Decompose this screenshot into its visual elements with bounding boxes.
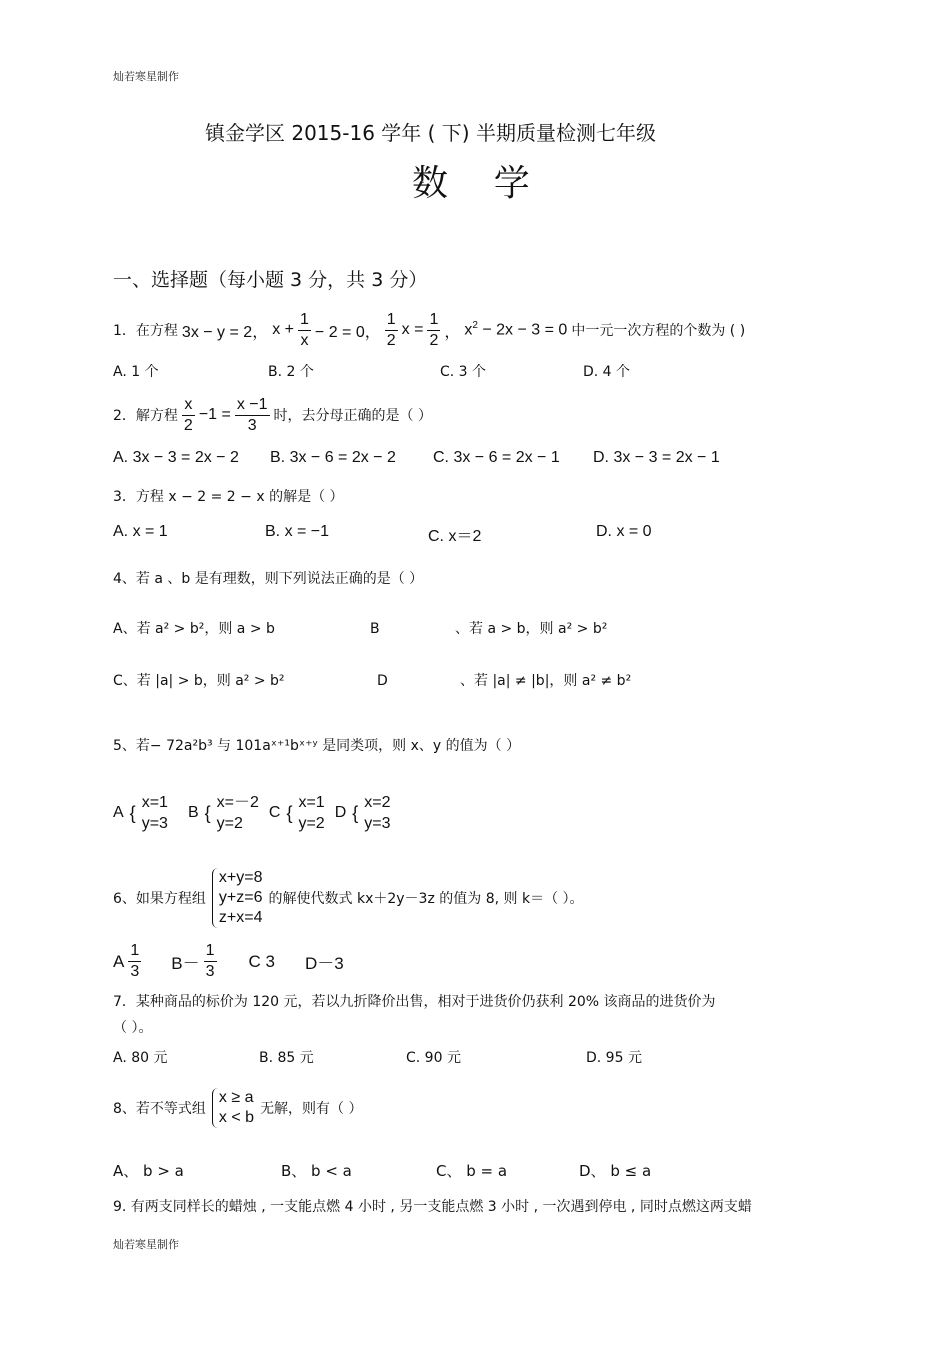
question-6 — [113, 868, 584, 928]
question-1 — [113, 307, 745, 353]
question-3: 3．方程 x − 2 = 2 − x 的解是（ ） — [113, 489, 344, 505]
q1-prefix: 1．在方程 — [113, 323, 178, 339]
q1-option-c: C. 3 个 — [440, 364, 487, 380]
q1-suffix: 中一元一次方程的个数为 ( ) — [571, 323, 746, 339]
q5-option-a-label: A — [113, 804, 124, 821]
q7-option-a: A. 80 元 — [113, 1050, 168, 1066]
q4-option-a: A、若 a² > b²，则 a > b — [113, 621, 275, 637]
q1-frac1: $\frac{1}{x}$ — [300, 310, 309, 349]
q7-option-d: D. 95 元 — [586, 1050, 642, 1066]
q3-option-d: D. x = 0 — [596, 523, 652, 540]
exam-title: 镇金学区 2015-16 学年 ( 下) 半期质量检测七年级 — [205, 121, 656, 145]
question-2 — [113, 392, 432, 438]
brace-icon: { — [286, 802, 293, 823]
q1-option-d: D. 4 个 — [583, 364, 631, 380]
q6-suffix: 的解使代数式 kx＋2y－3z 的值为 8, 则 k＝（ ）。 — [268, 891, 584, 907]
q6-option-b-frac: $\frac{1}{3}$ — [205, 942, 215, 980]
q5-options — [113, 792, 391, 834]
q1-eq1: 3x − y = 2， — [181, 323, 269, 341]
q1-option-b: B. 2 个 — [268, 364, 314, 380]
q4-option-d: 、若 |a| ≠ |b|，则 a² ≠ b² — [460, 673, 632, 689]
q1-eq4: $x^2 - 2x - 3 = 0$ — [464, 320, 568, 339]
q2-option-c: C. 3x − 6 = 2x − 1 — [433, 449, 560, 466]
q5-option-b-system: x=－2 y=2 — [216, 794, 259, 832]
question-7-line2: （ ）。 — [113, 1020, 153, 1036]
q1-option-a: A. 1 个 — [113, 364, 159, 380]
q8-system: x ≥ a x < b — [212, 1088, 254, 1128]
q6-options — [113, 941, 344, 982]
q2-frac1: $\frac{x}{2}$ — [183, 395, 193, 434]
q2-option-b: B. 3x − 6 = 2x − 2 — [270, 449, 396, 466]
q3-option-b: B. x = −1 — [265, 523, 330, 540]
q6-system: x+y=8 y+z=6 z+x=4 — [212, 868, 263, 928]
q7-option-c: C. 90 元 — [406, 1050, 461, 1066]
subject-title: 数 学 — [412, 163, 530, 204]
q7-option-b: B. 85 元 — [259, 1050, 314, 1066]
q4-option-c: C、若 |a| > b，则 a² > b² — [113, 673, 285, 689]
watermark-bottom: 灿若寒星制作 — [113, 1238, 179, 1251]
brace-icon: { — [129, 802, 136, 823]
q2-frac2: $\frac{x -1}{3}$ — [236, 395, 268, 434]
q4-option-d-label: D — [377, 673, 388, 689]
brace-icon: { — [204, 802, 211, 823]
question-5: 5、若− 72a²b³ 与 101aˣ⁺¹bˣ⁺ʸ 是同类项，则 x、y 的值为（ ） — [113, 738, 521, 754]
watermark-top: 灿若寒星制作 — [113, 70, 179, 83]
q8-option-c: C、 b = a — [436, 1162, 508, 1180]
q1-frac3: $\frac{1}{2}$ — [429, 310, 439, 349]
question-4: 4、若 a 、b 是有理数，则下列说法正确的是（ ） — [113, 571, 424, 587]
q2-suffix: 时，去分母正确的是（ ） — [273, 408, 432, 424]
q5-option-c-label: C — [268, 804, 281, 821]
q5-option-d-label: D — [334, 804, 347, 821]
q5-option-c-system: x=1 y=2 — [298, 794, 325, 832]
q4-option-b: 、若 a > b，则 a² > b² — [455, 621, 608, 637]
q6-option-d: D－3 — [304, 954, 344, 973]
brace-icon: { — [352, 802, 359, 823]
q3-option-a: A. x = 1 — [113, 523, 168, 540]
q8-prefix: 8、若不等式组 — [113, 1101, 206, 1117]
q3-option-c: C. x＝2 — [428, 528, 482, 545]
section-heading: 一、选择题（每小题 3 分，共 3 分） — [113, 269, 428, 291]
q8-option-b: B、 b < a — [281, 1162, 352, 1180]
question-9: 9. 有两支同样长的蜡烛 , 一支能点燃 4 小时 , 另一支能点燃 3 小时 , 一次遇到停电 , 同时点燃这两支蜡 — [113, 1199, 752, 1215]
q8-option-a: A、 b > a — [113, 1162, 184, 1180]
q1-eq3a: x = — [401, 321, 424, 338]
q2-mid: −1 = — [198, 406, 231, 423]
q2-prefix: 2．解方程 — [113, 408, 178, 424]
q5-option-b-label: B — [187, 804, 199, 821]
q6-option-b-label: B－ — [171, 954, 200, 973]
q6-prefix: 6、如果方程组 — [113, 891, 206, 907]
q2-option-a: A. 3x − 3 = 2x − 2 — [113, 449, 239, 466]
q8-option-d: D、 b ≤ a — [579, 1162, 652, 1180]
q1-eq2b: − 2 = 0， — [314, 323, 381, 341]
q1-eq3b: ， — [444, 323, 461, 341]
question-8 — [113, 1088, 363, 1128]
q5-option-d-system: x=2 y=3 — [364, 794, 391, 832]
q6-option-c: C 3 — [248, 951, 275, 971]
q2-option-d: D. 3x − 3 = 2x − 1 — [593, 449, 720, 466]
q1-frac2: $\frac{1}{2}$ — [386, 310, 396, 349]
q4-option-b-label: B — [370, 621, 380, 637]
q6-option-a-label: A — [113, 951, 125, 971]
q6-option-a-frac: $\frac{1}{3}$ — [130, 942, 140, 980]
q5-option-a-system: x=1 y=3 — [141, 794, 168, 832]
q1-eq2a: x + — [272, 321, 294, 338]
q8-suffix: 无解，则有（ ） — [260, 1101, 363, 1117]
question-7-line1: 7．某种商品的标价为 120 元，若以九折降价出售，相对于进货价仍获利 20% 该商品的进货价为 — [113, 994, 716, 1010]
